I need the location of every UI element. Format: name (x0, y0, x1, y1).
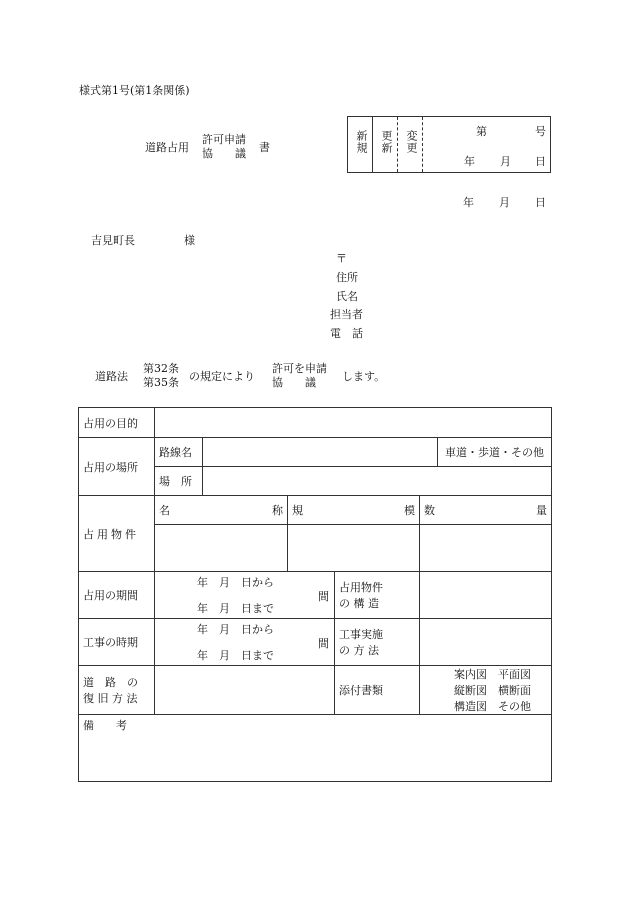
category-renew: 更新 (380, 130, 393, 154)
object-label: 占用物件 (79, 496, 155, 572)
object-name-header: 名 称 (155, 496, 288, 525)
restore-field[interactable] (155, 666, 335, 715)
postal-mark: 〒 (336, 252, 347, 265)
work-time-label: 工事の時期 (79, 619, 155, 666)
applicant-phone: 電 話 (330, 327, 363, 340)
purpose-field[interactable] (155, 408, 552, 438)
title-option-consult: 協 議 (202, 147, 246, 160)
location-label: 場 所 (155, 467, 203, 496)
object-name-field[interactable] (155, 525, 288, 572)
title-prefix: 道路占用 (145, 141, 189, 154)
period-from: 年 月 日から (197, 576, 274, 589)
applicant-contact: 担当者 (330, 308, 363, 321)
work-from: 年 月 日から (197, 623, 274, 636)
permit-date-month: 月 (500, 155, 511, 168)
addressee-honorific: 様 (184, 234, 195, 247)
title-option-permit: 許可申請 (202, 133, 246, 146)
restore-label: 道 路 の 復 旧 方 法 (79, 666, 155, 715)
statement-option-consult: 協 議 (272, 376, 316, 389)
application-table (78, 407, 552, 782)
remarks-label: 備 考 (83, 719, 127, 732)
submit-month: 月 (499, 196, 510, 209)
route-name-label: 路線名 (155, 438, 203, 467)
structure-field[interactable] (420, 572, 552, 619)
category-box (347, 116, 551, 173)
submit-year: 年 (463, 196, 474, 209)
period-between: 間 (318, 590, 329, 603)
structure-label: 占用物件 の 構 造 (335, 572, 420, 619)
applicant-address: 住所 (336, 271, 358, 284)
purpose-label: 占用の目的 (79, 408, 155, 438)
statement-option-permit: 許可を申請 (272, 362, 327, 375)
work-between: 間 (318, 637, 329, 650)
submit-day: 日 (535, 196, 546, 209)
permit-date-day: 日 (535, 155, 546, 168)
attachments-list: 案内図 平面図 縦断図 横断面 構造図 その他 (420, 666, 552, 715)
statement-middle: の規定により (189, 370, 255, 383)
remarks-field[interactable] (79, 715, 552, 782)
statement-law: 道路法 (95, 370, 128, 383)
work-method-label: 工事実施 の 方 法 (335, 619, 420, 666)
addressee-name: 吉見町長 (91, 234, 135, 247)
period-to: 年 月 日まで (197, 602, 274, 615)
work-to: 年 月 日まで (197, 649, 274, 662)
object-quantity-header: 数 量 (420, 496, 552, 525)
statement-article-32: 第32条 (143, 362, 179, 375)
attachments-label: 添付書類 (335, 666, 420, 715)
title-suffix: 書 (259, 141, 270, 154)
category-change: 変更 (405, 130, 418, 154)
form-label: 様式第1号(第1条関係) (79, 84, 190, 97)
place-label: 占用の場所 (79, 438, 155, 496)
applicant-name: 氏名 (336, 290, 358, 303)
statement-article-35: 第35条 (143, 376, 179, 389)
route-name-field[interactable] (203, 438, 438, 467)
period-label: 占用の期間 (79, 572, 155, 619)
object-quantity-field[interactable] (420, 525, 552, 572)
category-new: 新規 (355, 130, 368, 154)
work-time-field[interactable] (155, 619, 335, 666)
permit-date-year: 年 (464, 155, 475, 168)
work-method-field[interactable] (420, 619, 552, 666)
permit-no-suffix: 号 (535, 125, 546, 138)
statement-end: します。 (342, 370, 386, 383)
road-type-label: 車道・歩道・その他 (438, 438, 552, 467)
object-scale-field[interactable] (288, 525, 420, 572)
object-scale-header: 規 模 (288, 496, 420, 525)
period-field[interactable] (155, 572, 335, 619)
permit-no-label: 第 (476, 125, 487, 138)
location-field[interactable] (203, 467, 552, 496)
